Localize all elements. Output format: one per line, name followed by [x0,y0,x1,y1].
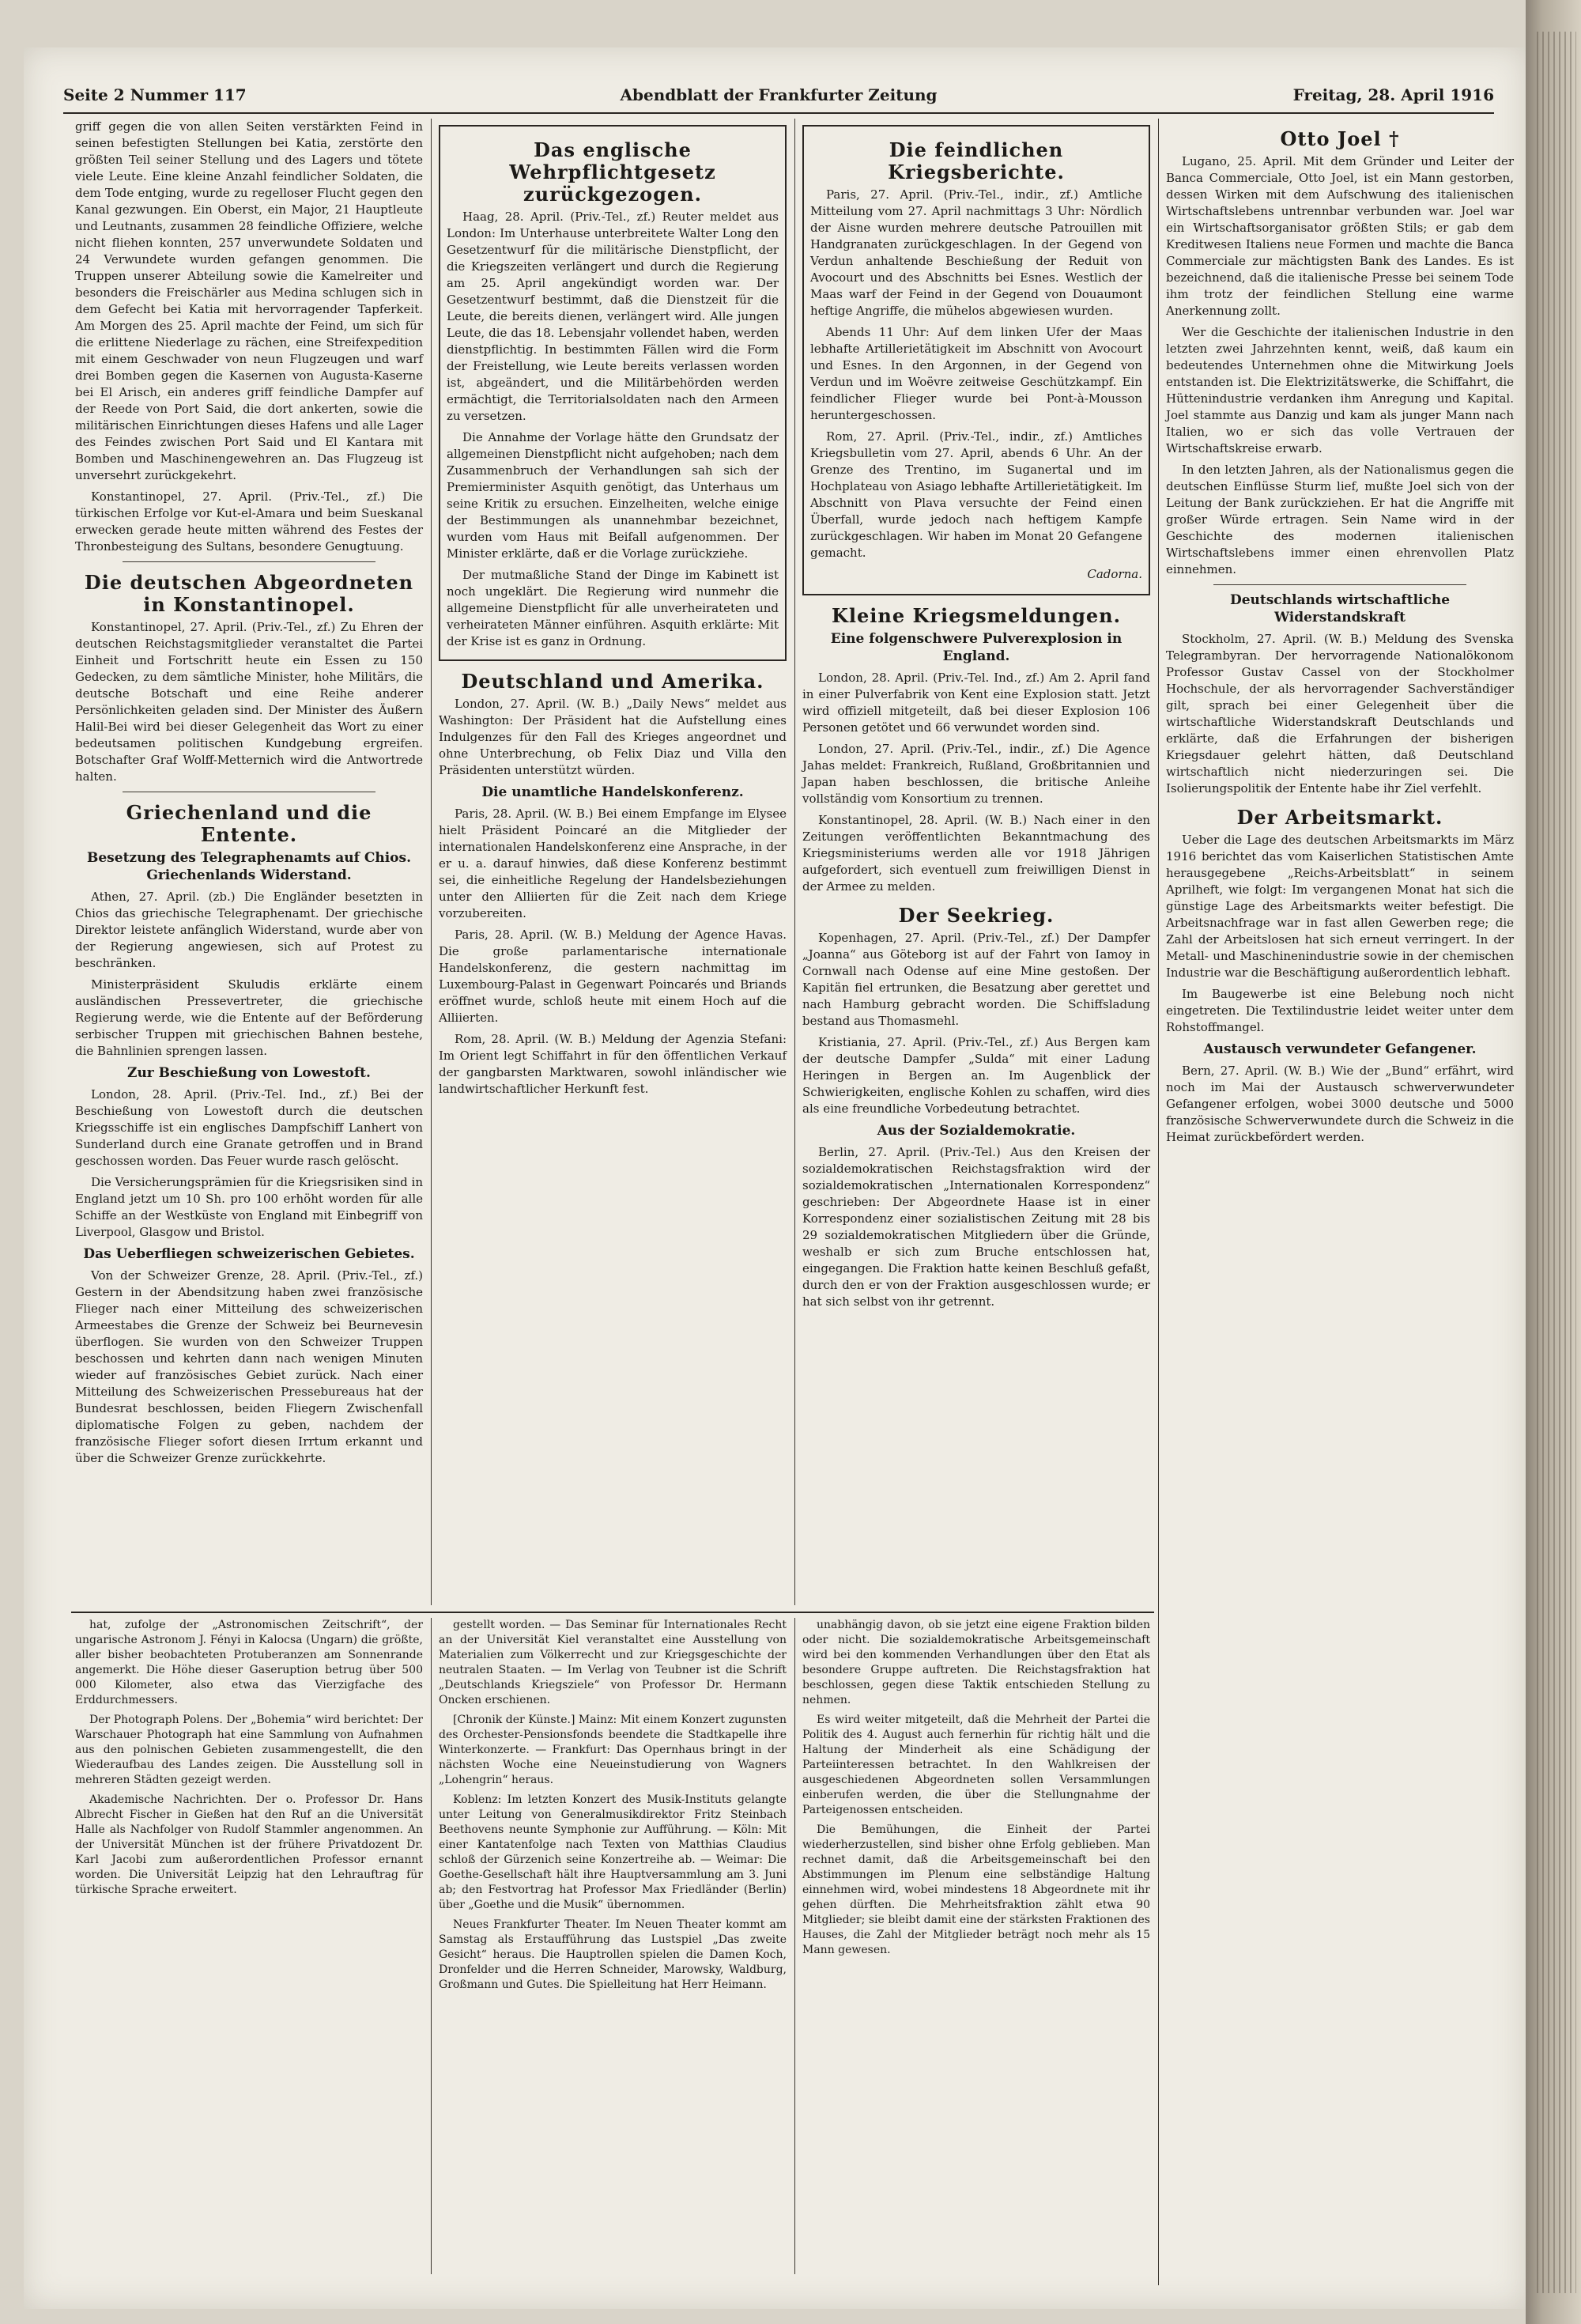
column-2 [439,119,787,1605]
headline: Otto Joel † [1280,127,1400,150]
column-4 [1166,119,1514,2285]
subheadline: Deutschlands wirtschaftliche Widerstandskraft [1229,592,1451,625]
article-text: Konstantinopel, 27. April. (Priv.-Tel., zf.) Die türkischen Erfolge vor Kut-el-Amara und beim Sueskanal erwecken gerade heute mitten während des Festes der Thronbesteigung des Sultans, besondere Genugtuung. [75,489,423,554]
article-text: Im Baugewerbe ist eine Belebung noch nicht eingetreten. Die Textilindustrie leidet weiter unter dem Rohstoffmangel. [1166,987,1514,1034]
subheadline: Zur Beschießung von Lowestoft. [127,1065,371,1081]
article-text: Haag, 28. April. (Priv.-Tel., zf.) Reuter meldet aus London: Im Unterhause unterbreitete Walter Long den Gesetzentwurf für die militärische Dienstpflicht, der die Kriegszeiten verlängert und durch die Regierung am 25. April angekündigt worden war. Der Gesetzentwurf bestimmt, daß die Dienstzeit für die Leute, die bereits dienen, verlängert wird. Alle jungen Leute, die das 18. Lebensjahr vollendet haben, werden dienstpflichtig. In bestimmten Fällen wird die Form der Freistellung, wie Leute bereits verlassen worden ist, abgeändert, und die Militärbehörden werden ermächtigt, die Territorialsoldaten nach den Armeen zu versetzen. [447,210,779,423]
feuilleton-column-2 [439,1618,787,2274]
article-text: London, 27. April. (Priv.-Tel., indir., zf.) Die Agence Jahas meldet: Frankreich, Rußland, Großbritannien und Japan haben beschlossen, die britische Anleihe vollständig vom Konsortium zu trennen. [802,742,1150,806]
headline: Das englische Wehrpflichtgesetz zurückgezogen. [509,138,716,206]
column-rule [431,1618,432,2274]
article-text: Paris, 28. April. (W. B.) Meldung der Agence Havas. Die große parlamentarische internationale Handelskonferenz, die gestern nachmittag im Luxembourg-Palast in Gegenwart Poincarés und Briands eröffnet wurde, schloß heute mit einem Hoch auf die Alliierten. [439,928,787,1025]
article-text: [Chronik der Künste.] Mainz: Mit einem Konzert zugunsten des Orchester-Pensionsfonds beendete die Stadtkapelle ihre Winterkonzerte. — Frankfurt: Das Opernhaus bringt in der nächsten Woche eine Neueinstudierung von Wagners „Lohengrin“ heraus. [439,1714,787,1786]
article-text: Neues Frankfurter Theater. Im Neuen Theater kommt am Samstag als Erstaufführung das Lustspiel „Das zweite Gesicht“ heraus. Die Hauptrollen spielen die Damen Koch, Dronfelder und die Herren Schneider, Marowsky, Waldburg, Großmann und Gutes. Die Spielleitung hat Herr Heimann. [439,1918,787,1991]
column-rule [794,1618,795,2274]
headline: Der Seekrieg. [898,904,1055,927]
article-text: Abends 11 Uhr: Auf dem linken Ufer der Maas lebhafte Artillerietätigkeit im Abschnitt von Avocourt und Esnes. In den Argonnen, in der Gegend von Verdun und im Woëvre zeitweise Geschützkampf. Ein feindlicher Flieger wurde bei Pont-à-Mousson heruntergeschossen. [810,325,1142,422]
article-text: Wer die Geschichte der italienischen Industrie in den letzten zwei Jahrzehnten kennt, weiß, daß kaum ein bedeutendes Unternehmen ohne die Mitwirkung Joels entstanden ist. Die Elektrizitätswerke, die Schiffahrt, die Hüttenindustrie verdanken ihm Anregung und Kapital. Joel stammte aus Danzig und kam als junger Mann nach Italien, wo er sich das volle Vertrauen der Wirtschaftskreise erwarb. [1166,325,1514,455]
divider [1213,584,1466,585]
article-text: griff gegen die von allen Seiten verstärkten Feind in seinen befestigten Stellungen bei Katia, zerstörte den größten Teil seiner Stellung und des Lagers und tötete viele Leute. Eine kleine Anzahl feindlicher Soldaten, die dem Tode entging, wurde zu regelloser Flucht gegen den Kanal gezwungen. Ein Oberst, ein Major, 21 Hauptleute und Leutnants, zusammen 28 feindliche Offiziere, welche nicht fliehen konnten, 257 unverwundete Soldaten und 24 Verwundete wurden gefangen genommen. Die Truppen unserer Abteilung sowie die Kamelreiter und besonders die Freischärler aus Medina schlugen sich in dem Gefecht bei Katia mit hervorragender Tapferkeit. Am Morgen des 25. April machte der Feind, um sich für die erlittene Niederlage zu rächen, eine Streifexpedition mit einem Geschwader von neun Flugzeugen und warf drei Bomben gegen die Kasernen von Augusta-Kaserne bei El Arisch, ein anderes griff feindliche Dampfer auf der Reede von Port Said, die dort ankerten, sowie die militärischen Einrichtungen dieses Hafens und alle Lager des Feindes zwischen Port Said und El Kantara mit Bomben und Maschinengewehren an. Das Flugzeug ist unversehrt zurückgekehrt. [75,119,423,482]
article-text: Akademische Nachrichten. Der o. Professor Dr. Hans Albrecht Fischer in Gießen hat den Ruf an die Universität Halle als Nachfolger von Rudolf Stammler angenommen. An der Universität München ist der frühere Privatdozent Dr. Karl Jacobi zum außerordentlichen Professor ernannt worden. Die Universität Leipzig hat den Lehrauftrag für türkische Sprache erweitert. [75,1793,423,1896]
article-text: Die Annahme der Vorlage hätte den Grundsatz der allgemeinen Dienstpflicht nicht aufgehoben; nach dem Zusammenbruch der Verhandlungen sah sich der Premierminister Asquith genötigt, das Unterhaus um seine Kritik zu ersuchen. Einzelheiten, welche einige der Bestimmungen als unannehmbar bezeichnet, wurden vom Haus mit Beifall aufgenommen. Der Minister erklärte, daß er die Vorlage zurückziehe. [447,430,779,561]
article-text: London, 28. April. (Priv.-Tel. Ind., zf.) Am 2. April fand in einer Pulverfabrik von Kent eine Explosion statt. Jetzt wird offiziell mitgeteilt, daß bei dieser Explosion 106 Personen getötet und 66 verwundet worden sind. [802,671,1150,735]
column-rule [1158,119,1159,2285]
page-fold-edge [1526,0,1581,2324]
article-text: Die Bemühungen, die Einheit der Partei wiederherzustellen, sind bisher ohne Erfolg geblieben. Man rechnet damit, daß die Arbeitsgemeinschaft bei den Abstimmungen im Plenum eine selbständige Haltung einnehmen wird, wobei mindestens 18 Abgeordnete mit ihr gehen dürften. Die Mehrheitsfraktion zählt etwa 90 Mitglieder; sie bleibt damit eine der stärksten Fraktionen des Hauses, die Zahl der Mitglieder beträgt noch mehr als 15 Mann gewesen. [802,1823,1150,1956]
article-text: In den letzten Jahren, als der Nationalismus gegen die deutschen Einflüsse Sturm lief, mußte Joel sich von der Leitung der Bank zurückziehen. Er hat die Angriffe mit großer Würde ertragen. Sein Name wird in der Geschichte des modernen italienischen Wirtschaftslebens immer einen ehrenvollen Platz einnehmen. [1166,463,1514,576]
article-text: Rom, 28. April. (W. B.) Meldung der Agenzia Stefani: Im Orient legt Schiffahrt in für den öffentlichen Verkauf der gangbarsten Marktwaren, sowohl inländischer wie landwirtschaftlicher Herkunft fest. [439,1032,787,1096]
signature: Cadorna. [1087,567,1142,581]
headline: Die deutschen Abgeordneten in Konstantinopel. [84,571,414,616]
masthead [63,79,1494,114]
subheadline: Austausch verwundeter Gefangener. [1203,1041,1477,1057]
article-text: Von der Schweizer Grenze, 28. April. (Priv.-Tel., zf.) Gestern in der Abendsitzung haben zwei französische Flieger nach einer Mitteilung des schweizerischen Armeestabes die Grenze der Schweiz bei Beurnevesin überflogen. Sie wurden von den Schweizer Truppen beschossen und kehrten dann nach wenigen Minuten wieder auf französisches Gebiet zurück. Nach einer Mitteilung des Schweizerischen Pressebureaus hat der Bundesrat beschlossen, beiden Fliegern Zwischenfall diplomatische Folgen zu geben, nachdem der französische Flieger sofort diesen Irrtum erkannt und über die Schweizer Grenze zurückkehrte. [75,1268,423,1465]
article-text: Athen, 27. April. (zb.) Die Engländer besetzten in Chios das griechische Telegraphenamt. Der griechische Direktor leistete anfänglich Widerstand, wurde aber von der Regierung angewiesen, sich auf Protest zu beschränken. [75,890,423,970]
column-rule [794,119,795,1605]
article-text: Konstantinopel, 28. April. (W. B.) Nach einer in den Zeitungen veröffentlichten Bekanntmachung des Kriegsministeriums werden alle vor 1918 Jährigen aufgefordert, sich eventuell zum freiwilligen Dienst in der Armee zu melden. [802,813,1150,894]
subheadline: Das Ueberfliegen schweizerischen Gebietes. [83,1246,415,1262]
article-text: gestellt worden. — Das Seminar für Internationales Recht an der Universität Kiel veranstaltet eine Ausstellung von Materialien zum Völkerrecht und zur Kriegsgeschichte der neutralen Staaten. — Im Verlag von Teubner ist die Schrift „Deutschlands Kriegsziele“ von Professor Dr. Hermann Oncken erschienen. [439,1619,787,1706]
newspaper-title: Abendblatt der Frankfurter Zeitung [620,85,938,104]
article-text: Lugano, 25. April. Mit dem Gründer und Leiter der Banca Commerciale, Otto Joel, ist ein Mann gestorben, dessen Wirken mit dem Aufschwung des italienischen Wirtschaftslebens untrennbar verbunden war. Joel war ein Wirtschaftsorganisator größten Stils; er gab dem Kreditwesen Italiens neue Formen und machte die Banca Commerciale zur mächtigsten Bank des Landes. Es ist bezeichnend, daß die italienische Presse bei seinem Tode ihm trotz der feindlichen Stellung eine warme Anerkennung zollt. [1166,154,1514,318]
headline: Kleine Kriegsmeldungen. [832,604,1121,627]
feuilleton-column-1 [75,1618,423,2274]
column-1 [75,119,423,1605]
feuilleton-rule [71,1612,1154,1613]
column-3 [802,119,1150,1605]
issue-date: Freitag, 28. April 1916 [1292,85,1494,104]
article-box [802,125,1150,595]
column-rule [431,119,432,1605]
subheadline: Aus der Sozialdemokratie. [877,1123,1076,1139]
page-number: Seite 2 Nummer 117 [63,85,247,104]
article-text: Paris, 27. April. (Priv.-Tel., indir., zf.) Amtliche Mitteilung vom 27. April nachmittags 3 Uhr: Nördlich der Aisne wurden mehrere deutsche Patrouillen mit Handgranaten zurückgeschlagen. In der Gegend von Verdun anhaltende Beschießung der Reduit von Avocourt und des Abschnitts bei Esnes. Westlich der Maas warf der Feind in der Gegend von Douaumont heftige Angriffe, die mühelos abgewiesen wurden. [810,187,1142,318]
subheadline: Eine folgenschwere Pulverexplosion in England. [830,631,1123,664]
article-text: Ueber die Lage des deutschen Arbeitsmarkts im März 1916 berichtet das vom Kaiserlichen Statistischen Amte herausgegebene „Reichs-Arbeitsblatt“ in seinem Aprilheft, wie folgt: Im vergangenen Monat hat sich die günstige Lage des Arbeitsmarkts weiter befestigt. Die Arbeitsnachfrage war in fast allen Gewerben rege; die Zahl der Arbeitslosen hat sich erneut verringert. In der Metall- und Maschinenindustrie sowie in der chemischen Industrie war die Beschäftigung außerordentlich lebhaft. [1166,833,1514,980]
headline: Der Arbeitsmarkt. [1236,806,1443,829]
article-text: Der Photograph Polens. Der „Bohemia“ wird berichtet: Der Warschauer Photograph hat eine Sammlung von Aufnahmen aus den polnischen Gebieten zusammengestellt, die den Wiederaufbau des Landes zeigen. Die Ausstellung soll in mehreren Städten gezeigt werden. [75,1714,423,1786]
page-stack-lines [1537,32,1576,2293]
article-text: Stockholm, 27. April. (W. B.) Meldung des Svenska Telegrambyran. Der hervorragende Nationalökonom Professor Gustav Cassel von der Stockholmer Hochschule, der als hervorragender Sachverständiger gilt, sprach bei einer Gelegenheit über die wirtschaftliche Widerstandskraft Deutschlands und erklärte, daß die Erfahrungen der bisherigen Kriegsdauer gelehrt hätten, daß Deutschland wirtschaftlich nicht niederzuringen sei. Die Isolierungspolitik der Entente habe ihr Ziel verfehlt. [1166,632,1514,795]
article-text: Berlin, 27. April. (Priv.-Tel.) Aus den Kreisen der sozialdemokratischen Reichstagsfraktion wird der sozialdemokratischen „Internationalen Korrespondenz“ geschrieben: Der Abgeordnete Haase ist in einer Korrespondenz einer sozialistischen Zeitung mit 28 bis 29 sozialdemokratischen Mitgliedern über die Gründe, weshalb er sich zum Bruche entschlossen hat, eingegangen. Die Fraktion hatte keinen Beschluß gefaßt, durch den er von der Fraktion ausgeschlossen wurde; er hat sich selbst von ihr getrennt. [802,1145,1150,1309]
article-text: Konstantinopel, 27. April. (Priv.-Tel., zf.) Zu Ehren der deutschen Reichstagsmitglieder veranstaltet die Partei Einheit und Fortschritt heute ein Essen zu 150 Gedecken, zu dem sämtliche Minister, hohe Militärs, die deutsche Botschaft und eine Reihe anderer Persönlichkeiten geladen sind. Der Minister des Äußern Halil-Bei wird bei dieser Gelegenheit das Wort zu einer bedeutsamen politischen Kundgebung ergreifen. Botschafter Graf Wolff-Metternich wird die Antwortrede halten. [75,620,423,784]
article-text: Kopenhagen, 27. April. (Priv.-Tel., zf.) Der Dampfer „Joanna“ aus Göteborg ist auf der Fahrt von Iamoy in Cornwall nach Odense auf eine Mine gestoßen. Der Kapitän fiel ertrunken, die Besatzung aber gerettet und nach Hamburg gebracht worden. Die Schiffsladung bestand aus Thomasmehl. [802,931,1150,1028]
article-text: Kristiania, 27. April. (Priv.-Tel., zf.) Aus Bergen kam der deutsche Dampfer „Sulda“ mit einer Ladung Heringen in Bergen an. Im Augenblick der Schwierigkeiten, englische Kohlen zu schaffen, wird dies als eine freundliche Vorbedeutung betrachtet. [802,1035,1150,1116]
article-text: London, 28. April. (Priv.-Tel. Ind., zf.) Bei der Beschießung von Lowestoft durch die deutschen Kriegsschiffe ist ein englisches Dampfschiff Lanhert von Sunderland durch eine Granate getroffen und in Brand geschossen worden. Das Feuer wurde rasch gelöscht. [75,1087,423,1168]
headline: Deutschland und Amerika. [461,670,764,693]
article-text: Es wird weiter mitgeteilt, daß die Mehrheit der Partei die Politik des 4. August auch fernerhin für richtig hält und die Haltung der Minderheit als eine Schädigung der Parteiinteressen betrachtet. In den Wahlkreisen der ausgeschiedenen Abgeordneten sollen Versammlungen einberufen werden, die über die Stellungnahme der Parteigenossen entscheiden. [802,1714,1150,1816]
article-text: Die Versicherungsprämien für die Kriegsrisiken sind in England jetzt um 10 Sh. pro 100 erhöht worden für alle Schiffe an der Westküste von England mit Einbegriff von Liverpool, Glasgow und Bristol. [75,1175,423,1239]
article-box [439,125,787,661]
article-text: Koblenz: Im letzten Konzert des Musik-Instituts gelangte unter Leitung von Generalmusikdirektor Fritz Steinbach Beethovens neunte Symphonie zur Aufführung. — Köln: Mit einer Kantatenfolge nach Texten von Matthias Claudius schloß der Gürzenich seine Konzertreihe ab. — Weimar: Die Goethe-Gesellschaft hält ihre Hauptversammlung am 3. Juni ab; den Festvortrag hat Professor Max Friedländer (Berlin) über „Goethe und die Musik“ übernommen. [439,1793,787,1911]
feuilleton-column-3 [802,1618,1150,2274]
article-text: Rom, 27. April. (Priv.-Tel., indir., zf.) Amtliches Kriegsbulletin vom 27. April, abends 6 Uhr. An der Grenze des Trentino, im Suganertal und im Hochplateau von Asiago lebhafte Artillerietätigkeit. Im Abschnitt von Plava versuchte der Feind einen Überfall, wurde jedoch nach heftigem Kampfe zurückgeschlagen. Wir haben im Monat 20 Gefangene gemacht. [810,429,1142,560]
article-text: Paris, 28. April. (W. B.) Bei einem Empfange im Elysee hielt Präsident Poincaré an die Mitglieder der internationalen Handelskonferenz eine Ansprache, in der er u. a. darauf hinwies, daß diese Konferenz bestimmt sei, die einheitliche Regelung der Handelsbeziehungen unter den Alliierten für die Zeit nach dem Kriege vorzubereiten. [439,807,787,920]
subheadline: Besetzung des Telegraphenamts auf Chios. Griechenlands Widerstand. [87,850,411,883]
headline: Die feindlichen Kriegsberichte. [888,138,1065,183]
article-text: unabhängig davon, ob sie jetzt eine eigene Fraktion bilden oder nicht. Die sozialdemokratische Arbeitsgemeinschaft wird bei den kommenden Verhandlungen über den Etat als besondere Gruppe auftreten. Die Reichstagsfraktion hat beschlossen, gegen diese Taktik entschieden Stellung zu nehmen. [802,1619,1150,1706]
subheadline: Die unamtliche Handelskonferenz. [481,784,744,800]
article-text: hat, zufolge der „Astronomischen Zeitschrift“, der ungarische Astronom J. Fényi in Kalocsa (Ungarn) die größte, aller bisher beobachteten Protuberanzen am Sonnenrande angemerkt. Die Höhe dieser Gaseruption betrug über 500 000 Kilometer, also etwa das Vierzigfache des Erddurchmessers. [75,1619,423,1706]
headline: Griechenland und die Entente. [126,801,372,846]
article-text: London, 27. April. (W. B.) „Daily News“ meldet aus Washington: Der Präsident hat die Aufstellung eines Indulgenzes für den Fall des Krieges angeordnet und ohne Unterbrechung, ob Felix Diaz und Villa den Präsidenten unterstützt würden. [439,697,787,777]
article-text: Der mutmaßliche Stand der Dinge im Kabinett ist noch ungeklärt. Die Regierung wird nunmehr die allgemeine Dienstpflicht für alle unverheirateten und verheirateten Männer einführen. Asquith erklärte: Mit der Krise ist es ganz in Ordnung. [447,568,779,648]
article-text: Ministerpräsident Skuludis erklärte einem ausländischen Pressevertreter, die griechische Regierung werde, wie die Entente auf der Beförderung serbischer Truppen mit griechischen Bahnen bestehe, die Bahnlinien sprengen lassen. [75,977,423,1058]
article-text: Bern, 27. April. (W. B.) Wie der „Bund“ erfährt, wird noch im Mai der Austausch schwerverwundeter Gefangener erfolgen, wobei 3000 deutsche und 5000 französische Schwerverwundete durch die Schweiz in die Heimat zurückbefördert werden. [1166,1064,1514,1144]
divider [123,561,375,562]
